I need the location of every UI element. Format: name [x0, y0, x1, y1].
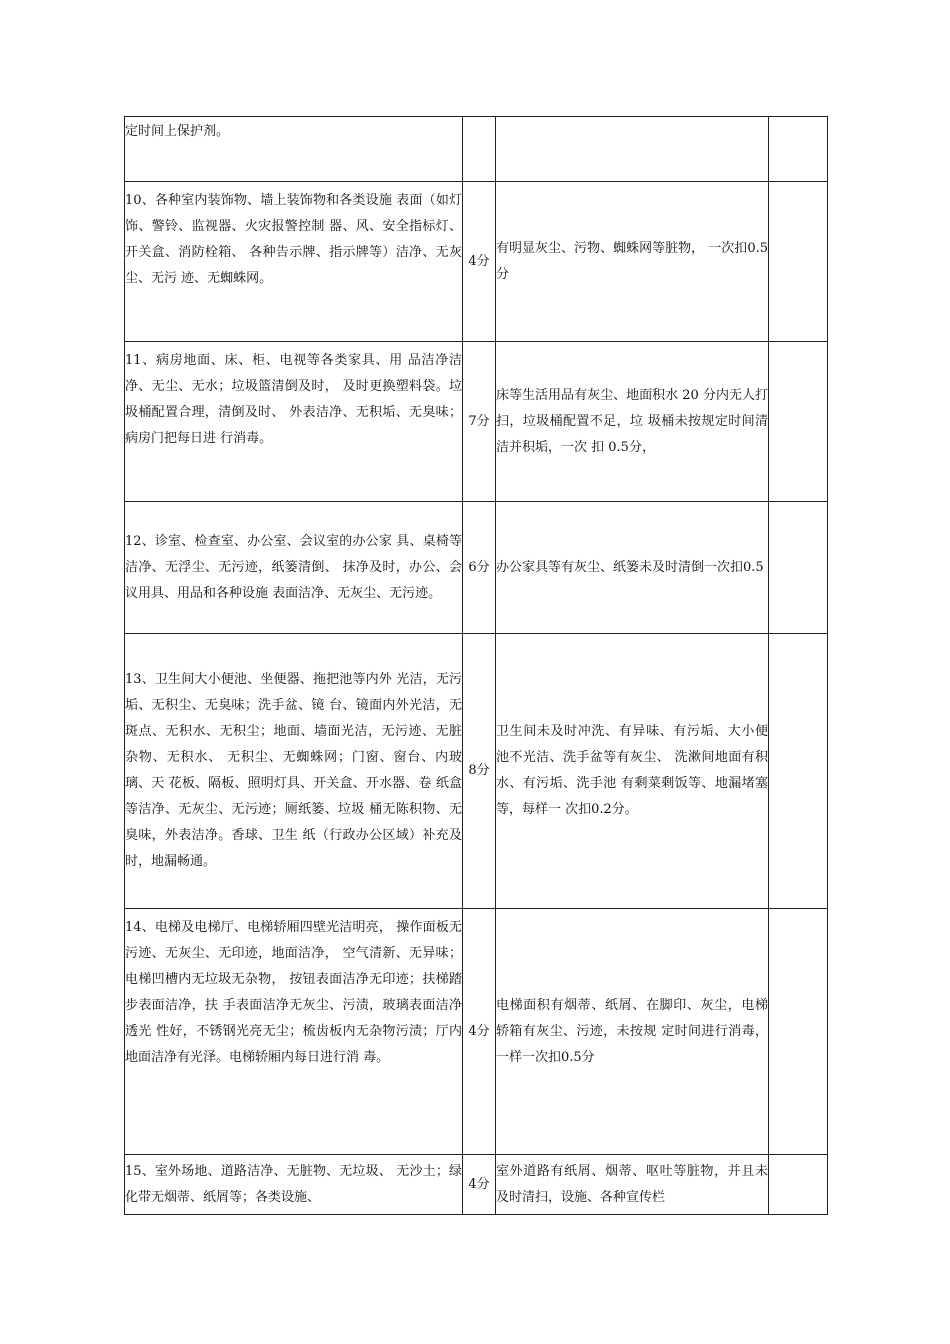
- remarks-cell: [769, 502, 828, 634]
- remarks-cell: [769, 342, 828, 502]
- requirement-cell: [125, 182, 463, 342]
- score-cell: 6分: [463, 502, 496, 634]
- remarks-cell: [769, 182, 828, 342]
- table-row: [125, 634, 828, 909]
- table-row: [125, 342, 828, 502]
- table-row: [125, 1155, 828, 1215]
- requirement-text: 11、病房地面、床、柜、电视等各类家具、用 品洁净洁净、无尘、无水；垃圾篮清倒及时， 及时更换塑料袋。垃圾桶配置合理，清倒及时、 外表洁净、无积垢、无臭味；病房门把每日进 行消毒。: [125, 353, 462, 446]
- requirement-text: 13、卫生间大小便池、坐便器、拖把池等内外 光洁，无污垢、无积尘、无臭味；洗手盆、镜 台、镜面内外光洁，无斑点、无积水、无积尘；地面、墙面光洁，无污迹、无脏杂物、无积水、 无积尘、无蜘蛛网；门窗、窗台、内玻璃、天 花板、隔板、照明灯具、开关盒、开水器、卷 纸盒等洁净、无灰尘、无污迹；厕纸篓、垃圾 桶无陈积物、无臭味，外表洁净。香球、卫生 纸（行政办公区域）补充及时，地漏畅通。: [125, 672, 462, 869]
- score-cell: 4分: [463, 182, 496, 342]
- deduction-cell: [496, 502, 769, 634]
- deduction-cell: [496, 634, 769, 909]
- table-row: [125, 182, 828, 342]
- requirement-cell: [125, 1155, 463, 1215]
- requirement-text: 12、诊室、检查室、办公室、会议室的办公家 具、桌椅等洁净、无浮尘、无污迹，纸篓清倒、 抹净及时，办公、会议用具、用品和各种设施 表面洁净、无灰尘、无污迹。: [125, 533, 462, 601]
- table-row: [125, 502, 828, 634]
- score-cell: 8分: [463, 634, 496, 909]
- inspection-table: [124, 116, 828, 1215]
- deduction-text: 室外道路有纸屑、烟蒂、呕吐等脏物，并且未及时清扫，设施、各种宣传栏: [496, 1163, 768, 1205]
- requirement-cell: [125, 117, 463, 182]
- score-cell: 4分: [463, 1155, 496, 1215]
- requirement-cell: [125, 634, 463, 909]
- score-cell: 7分: [463, 342, 496, 502]
- deduction-text: 有明显灰尘、污物、蜘蛛网等脏物， 一次扣0.5分: [496, 240, 768, 282]
- deduction-text: 电梯面积有烟蒂、纸屑、在脚印、灰尘，电梯轿箱有灰尘、污迹，未按规 定时间进行消毒，一样一次扣0.5分: [496, 997, 768, 1065]
- requirement-cell: [125, 909, 463, 1155]
- deduction-cell: [496, 182, 769, 342]
- score-cell: [463, 117, 496, 182]
- remarks-cell: [769, 117, 828, 182]
- deduction-cell: [496, 1155, 769, 1215]
- table-row: [125, 117, 828, 182]
- requirement-text: 15、室外场地、道路洁净、无脏物、无垃圾、 无沙土；绿化带无烟蒂、纸屑等；各类设施、: [125, 1163, 462, 1205]
- deduction-cell: [496, 342, 769, 502]
- requirement-cell: [125, 502, 463, 634]
- remarks-cell: [769, 1155, 828, 1215]
- deduction-text: 床等生活用品有灰尘、地面积水 20 分内无人打扫，垃圾桶配置不足，垃 圾桶未按规定时间清洁并积垢，一次 扣 0.5分，: [496, 387, 768, 455]
- deduction-cell: [496, 909, 769, 1155]
- remarks-cell: [769, 909, 828, 1155]
- deduction-text: 卫生间未及时冲洗、有异味、有污垢、大小便池不光洁、洗手盆等有灰尘、 洗漱间地面有积水、有污垢、洗手池 有剩菜剩饭等、地漏堵塞等，每样一 次扣0.2分。: [496, 724, 768, 817]
- deduction-text: 办公家具等有灰尘、纸篓未及时清倒一次扣0.5: [496, 559, 764, 575]
- remarks-cell: [769, 634, 828, 909]
- requirement-cell: [125, 342, 463, 502]
- requirement-text: 14、电梯及电梯厅、电梯轿厢四壁光洁明亮， 操作面板无污迹、无灰尘、无印迹，地面洁净， 空气清新、无异味；电梯凹槽内无垃圾无杂物， 按钮表面洁净无印迹；扶梯踏步表面洁净，扶 手表面洁净无灰尘、污渍，玻璃表面洁净透光 性好，不锈钢光亮无尘；梳齿板内无杂物污渍；厅内地面洁净有光泽。电梯轿厢内每日进行消 毒。: [125, 920, 462, 1065]
- requirement-text: 10、各种室内装饰物、墙上装饰物和各类设施 表面（如灯饰、警铃、监视器、火灾报警控制 器、风、安全指标灯、开关盒、消防栓箱、 各种告示牌、指示牌等）洁净、无灰尘、无污 迹、无蜘蛛网。: [125, 193, 462, 286]
- score-cell: 4分: [463, 909, 496, 1155]
- deduction-cell: [496, 117, 769, 182]
- table-row: [125, 909, 828, 1155]
- requirement-text: 定时间上保护剂。: [125, 124, 230, 139]
